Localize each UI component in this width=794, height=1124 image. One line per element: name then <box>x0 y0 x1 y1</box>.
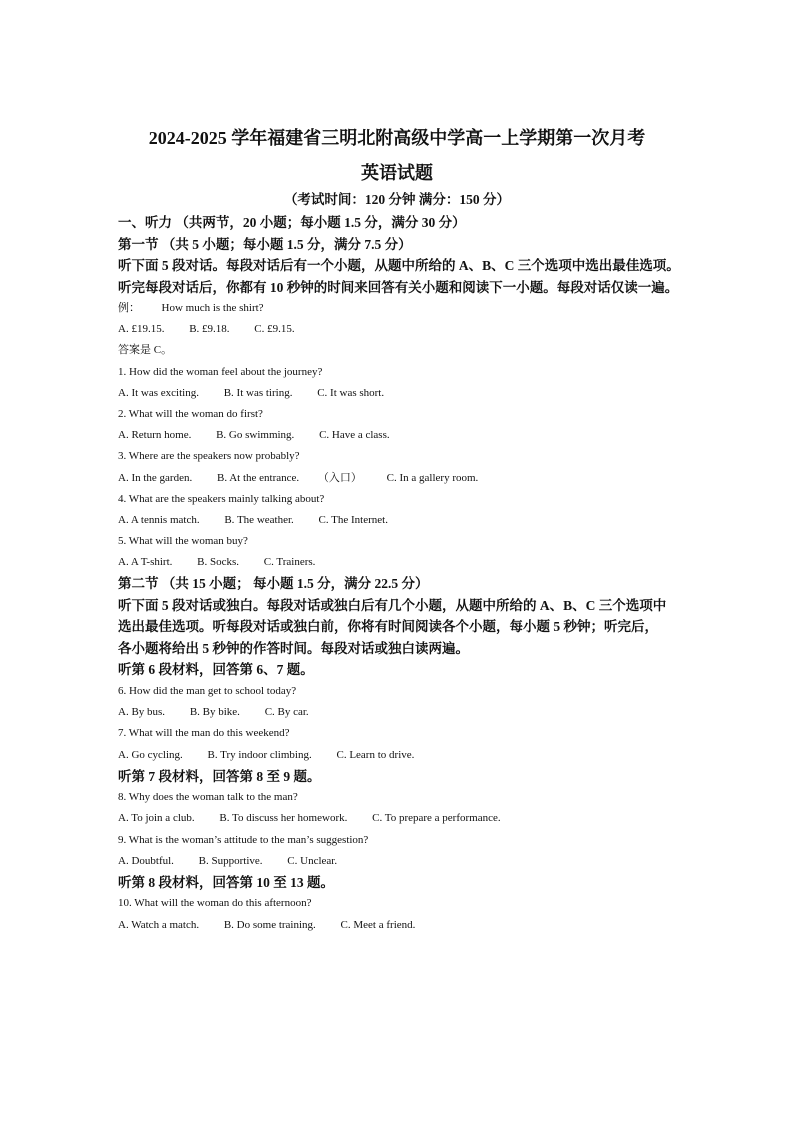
section1-heading: 第一节 （共 5 小题；每小题 1.5 分，满分 7.5 分） <box>118 236 412 252</box>
option: A. In the garden. <box>118 471 193 484</box>
option: C. Meet a friend. <box>340 918 416 931</box>
question-8: 8. Why does the woman talk to the man? <box>118 791 298 804</box>
option: A. To join a club. <box>118 812 195 825</box>
question-9-options <box>118 851 688 872</box>
group-7-heading: 听第 7 段材料，回答第 8 至 9 题。 <box>118 768 321 784</box>
question-8-options <box>118 808 688 829</box>
example-question <box>118 298 688 319</box>
question-2-options <box>118 425 688 446</box>
option: A. Doubtful. <box>118 854 174 867</box>
group-8-heading: 听第 8 段材料，回答第 10 至 13 题。 <box>118 874 334 890</box>
question-7: 7. What will the man do this weekend? <box>118 727 290 740</box>
question-1: 1. How did the woman feel about the journey? <box>118 365 323 378</box>
example-options <box>118 319 688 340</box>
option: C. Learn to drive. <box>336 748 415 761</box>
option: B. Try indoor climbing. <box>207 748 312 761</box>
option: C. Trainers. <box>263 556 316 569</box>
option: B. The weather. <box>224 513 294 526</box>
option: B. Go swimming. <box>216 429 295 442</box>
section1-instruction-2: 听完每段对话后，你都有 10 秒钟的时间来回答有关小题和阅读下一小题。每段对话仅读一遍。 <box>118 279 679 295</box>
option: B. At the entrance. <box>216 471 300 484</box>
group-6-heading: 听第 6 段材料，回答第 6、7 题。 <box>118 662 314 678</box>
option: B. To discuss her homework. <box>219 812 348 825</box>
question-4: 4. What are the speakers mainly talking about? <box>118 492 325 505</box>
option: B. It was tiring. <box>223 386 293 399</box>
question-10-options <box>118 915 688 936</box>
handwritten-note: （入口） <box>317 471 362 484</box>
example-label: 例： <box>118 302 140 314</box>
option: B. £9.18. <box>189 323 230 336</box>
section2-instruction-3: 各小题将给出 5 秒钟的作答时间。每段对话或独白读两遍。 <box>118 640 469 656</box>
option: A. £19.15. <box>118 323 165 336</box>
section1-instruction-1: 听下面 5 段对话。每段对话后有一个小题，从题中所给的 A、B、C 三个选项中选出最佳选项。 <box>118 258 680 273</box>
part1-heading: 一、听力 （共两节，20 小题；每小题 1.5 分，满分 30 分） <box>118 215 466 230</box>
option: B. Do some training. <box>223 918 316 931</box>
option: B. Socks. <box>197 556 240 569</box>
option: C. It was short. <box>317 386 385 399</box>
question-3: 3. Where are the speakers now probably? <box>118 450 300 463</box>
question-10: 10. What will the woman do this afternoon? <box>118 897 312 910</box>
section2-heading: 第二节 （共 15 小题； 每小题 1.5 分，满分 22.5 分） <box>118 576 429 592</box>
option: C. By car. <box>264 706 309 719</box>
option: A. A tennis match. <box>118 513 200 526</box>
question-3-options <box>118 468 688 489</box>
question-6: 6. How did the man get to school today? <box>118 684 297 697</box>
exam-info: （考试时间：120 分钟 满分：150 分） <box>283 192 511 207</box>
question-6-options <box>118 702 688 723</box>
section2-instruction-2: 选出最佳选项。听每段对话或独白前，你将有时间阅读各个小题，每小题 5 秒钟；听完后， <box>118 619 658 635</box>
question-5: 5. What will the woman buy? <box>118 535 248 548</box>
option: A. By bus. <box>118 706 166 719</box>
question-4-options <box>118 510 688 531</box>
document-subtitle: 英语试题 <box>361 163 433 183</box>
option: B. By bike. <box>189 706 240 719</box>
option: C. The Internet. <box>318 513 388 526</box>
document-title: 2024-2025 学年福建省三明北附高级中学高一上学期第一次月考 <box>148 128 646 148</box>
option: C. Unclear. <box>287 854 338 867</box>
question-2: 2. What will the woman do first? <box>118 407 263 420</box>
document-body <box>118 190 688 936</box>
question-1-options <box>118 383 688 404</box>
question-5-options <box>118 552 688 573</box>
question-7-options <box>118 745 688 766</box>
question-9: 9. What is the woman’s attitude to the man’s suggestion? <box>118 833 369 846</box>
option: C. £9.15. <box>254 323 295 336</box>
option: C. In a gallery room. <box>386 471 479 484</box>
option: B. Supportive. <box>198 854 263 867</box>
option: A. Return home. <box>118 429 192 442</box>
example-question-text: How much is the shirt? <box>161 302 264 314</box>
section2-instruction-1: 听下面 5 段对话或独白。每段对话或独白后有几个小题，从题中所给的 A、B、C 三个选项中 <box>118 597 667 613</box>
option: C. To prepare a performance. <box>372 812 501 825</box>
example-answer: 答案是 C。 <box>118 344 173 357</box>
option: A. Go cycling. <box>118 748 183 761</box>
option: C. Have a class. <box>319 429 390 442</box>
option: A. A T-shirt. <box>118 556 173 569</box>
option: A. Watch a match. <box>118 918 200 931</box>
option: A. It was exciting. <box>118 386 199 399</box>
